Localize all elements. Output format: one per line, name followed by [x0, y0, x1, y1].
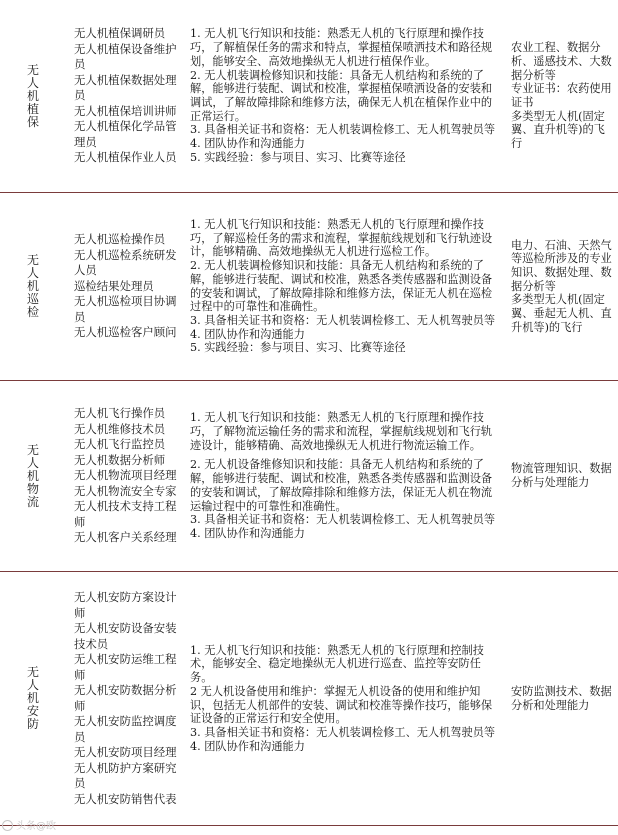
knowledge-item: 多类型无人机(固定翼、直升机等)的飞行: [511, 109, 605, 151]
position-item: 无人机安防销售代表: [74, 791, 177, 806]
table-row: [0, 381, 618, 572]
category-cell: [0, 193, 66, 380]
skills-cell: [190, 572, 500, 825]
skill-item: 4. 团队协作和沟通能力: [190, 739, 305, 753]
position-item: 无人机数据分析师: [74, 452, 166, 467]
skill-item: 2. 无人机装调检修知识和技能：具备无人机结构和系统的了解，能够进行装配、调试和校准，熟悉各类传感器和监测设备的安装和调试，了解故障排除和维修方法，保证无人机在巡检过程中的可靠性和准确性。: [190, 259, 493, 314]
skill-item: 3. 具备相关证书和资格：无人机装调检修工、无人机驾驶员等: [190, 123, 496, 137]
position-item: 无人机植保设备维护员: [74, 41, 177, 72]
watermark-logo-icon: [2, 820, 13, 831]
knowledge-item: 农业工程、数据分析、遥感技术、大数据分析等: [511, 41, 612, 82]
skills-cell: [190, 0, 500, 192]
position-item: 无人机巡检系统研发人员: [74, 247, 177, 278]
skill-item: 1. 无人机飞行知识和技能：熟悉无人机的飞行原理和操作技巧，了解巡检任务的需求和流程，掌握航线规划和飞行轨迹设计，能够精确、高效地操纵无人机进行巡检工作。: [190, 217, 493, 259]
watermark-text: 头条@欧: [16, 821, 56, 832]
skill-item: 2. 无人机设备维修知识和技能：具备无人机结构和系统的了解，能够进行装配、调试和校准，熟悉各类传感器和监测设备的安装和调试，了解故障排除和维修方法，保证无人机在物流运输过程中的可靠性和准确性。: [190, 458, 493, 513]
table-row: [0, 0, 618, 193]
category-label: 无人机植保: [26, 62, 39, 129]
knowledge-cell: [511, 572, 616, 825]
position-item: 无人机防护方案研究员: [74, 760, 177, 790]
watermark: [2, 817, 56, 832]
category-label: 无人机物流: [26, 442, 39, 509]
knowledge-cell: [511, 0, 616, 192]
category-cell: [0, 572, 66, 825]
skill-item: 5. 实践经验：参与项目、实习、比赛等途径: [190, 150, 406, 164]
position-list: [74, 26, 184, 166]
position-item: 无人机安防监控调度员: [74, 714, 177, 744]
category-label: 无人机安防: [26, 665, 39, 731]
position-item: 无人机巡检客户顾问: [74, 325, 177, 340]
knowledge-cell: [511, 193, 616, 380]
position-item: 无人机飞行操作员: [74, 406, 166, 421]
skill-item: 1. 无人机飞行知识和技能：熟悉无人机的飞行原理和操作技巧，了解植保任务的需求和特点，掌握植保喷洒技术和路径规划，能够安全、高效地操纵无人机进行植保作业。: [190, 27, 493, 68]
skill-item: 2. 无人机装调检修知识和技能：具备无人机结构和系统的了解，能够进行装配、调试和校准，掌握植保喷洒设备的安装和调试，了解故障排除和维修方法，确保无人机在植保作业中的正常运行。: [190, 68, 493, 123]
position-item: 无人机巡检项目协调员: [74, 294, 177, 324]
position-item: 无人机物流项目经理: [74, 468, 177, 483]
position-item: 无人机安防数据分析师: [74, 683, 177, 713]
knowledge-cell: [511, 381, 616, 571]
position-item: 无人机维修技术员: [74, 421, 166, 436]
position-item: 无人机植保调研员: [74, 26, 166, 41]
category-label: 无人机巡检: [26, 253, 39, 319]
knowledge-item: 电力、石油、天然气等巡检所涉及的专业知识、数据处理、数据分析等: [511, 238, 612, 293]
skills-cell: [190, 381, 500, 571]
skill-item: 4. 团队协作和沟通能力: [190, 327, 305, 341]
position-item: 无人机安防运维工程师: [74, 652, 177, 682]
skill-item: 3. 具备相关证书和资格：无人机装调检修工、无人机驾驶员等: [190, 513, 496, 527]
skill-item: 1. 无人机飞行知识和技能：熟悉无人机的飞行原理和控制技术，能够安全、稳定地操纵无人机进行巡查、监控等安防任务。: [190, 643, 484, 685]
positions-cell: [74, 381, 184, 571]
table-row: [0, 193, 618, 381]
skill-item: 4. 团队协作和沟通能力: [190, 526, 305, 540]
positions-cell: [74, 0, 184, 192]
knowledge-item: 物流管理知识、数据分析与处理能力: [511, 462, 612, 489]
skill-item: 3. 具备相关证书和资格：无人机装调检修工、无人机驾驶员等: [190, 725, 496, 739]
position-item: 无人机植保培训讲师: [74, 103, 177, 118]
position-item: 无人机技术支持工程师: [74, 499, 177, 529]
positions-cell: [74, 193, 184, 380]
position-item: 无人机安防设备安装技术员: [74, 621, 177, 651]
position-list: [74, 406, 184, 546]
position-item: 无人机植保数据处理员: [74, 72, 177, 103]
skills-cell: [190, 193, 500, 380]
table-row: [0, 572, 618, 826]
position-item: 无人机巡检操作员: [74, 232, 166, 247]
position-item: 巡检结果处理员: [74, 278, 154, 293]
skill-item: 1. 无人机飞行知识和技能：熟悉无人机的飞行原理和操作技巧，了解物流运输任务的需求和流程，掌握航线规划和飞行轨迹设计，能够精确、高效地操纵无人机进行物流运输工作。: [190, 411, 493, 452]
skill-item: 5. 实践经验：参与项目、实习、比赛等途径: [190, 341, 406, 355]
position-list: [74, 232, 184, 341]
position-list: [74, 590, 184, 807]
category-cell: [0, 0, 66, 192]
skill-item: 2 无人机设备使用和维护：掌握无人机设备的使用和维护知识，包括无人机部件的安装、调试和校准等操作技巧，能够保证设备的正常运行和安全使用。: [190, 684, 493, 726]
position-item: 无人机植保化学品管理员: [74, 119, 177, 149]
position-item: 无人机安防方案设计师: [74, 590, 177, 620]
skill-item: 3. 具备相关证书和资格：无人机装调检修工、无人机驾驶员等: [190, 313, 496, 327]
category-cell: [0, 381, 66, 571]
positions-cell: [74, 572, 184, 825]
position-item: 无人机植保作业人员: [74, 150, 177, 165]
position-item: 无人机物流安全专家: [74, 483, 177, 498]
skill-item: 4. 团队协作和沟通能力: [190, 137, 305, 151]
position-item: 无人机飞行监控员: [74, 437, 166, 452]
knowledge-item: 安防监测技术、数据分析和处理能力: [511, 684, 612, 712]
knowledge-item: 专业证书：农药使用证书: [511, 82, 612, 109]
position-item: 无人机客户关系经理: [74, 530, 177, 545]
knowledge-item: 多类型无人机(固定翼、垂起无人机、直升机等)的飞行: [511, 293, 612, 334]
position-item: 无人机安防项目经理: [74, 745, 177, 759]
